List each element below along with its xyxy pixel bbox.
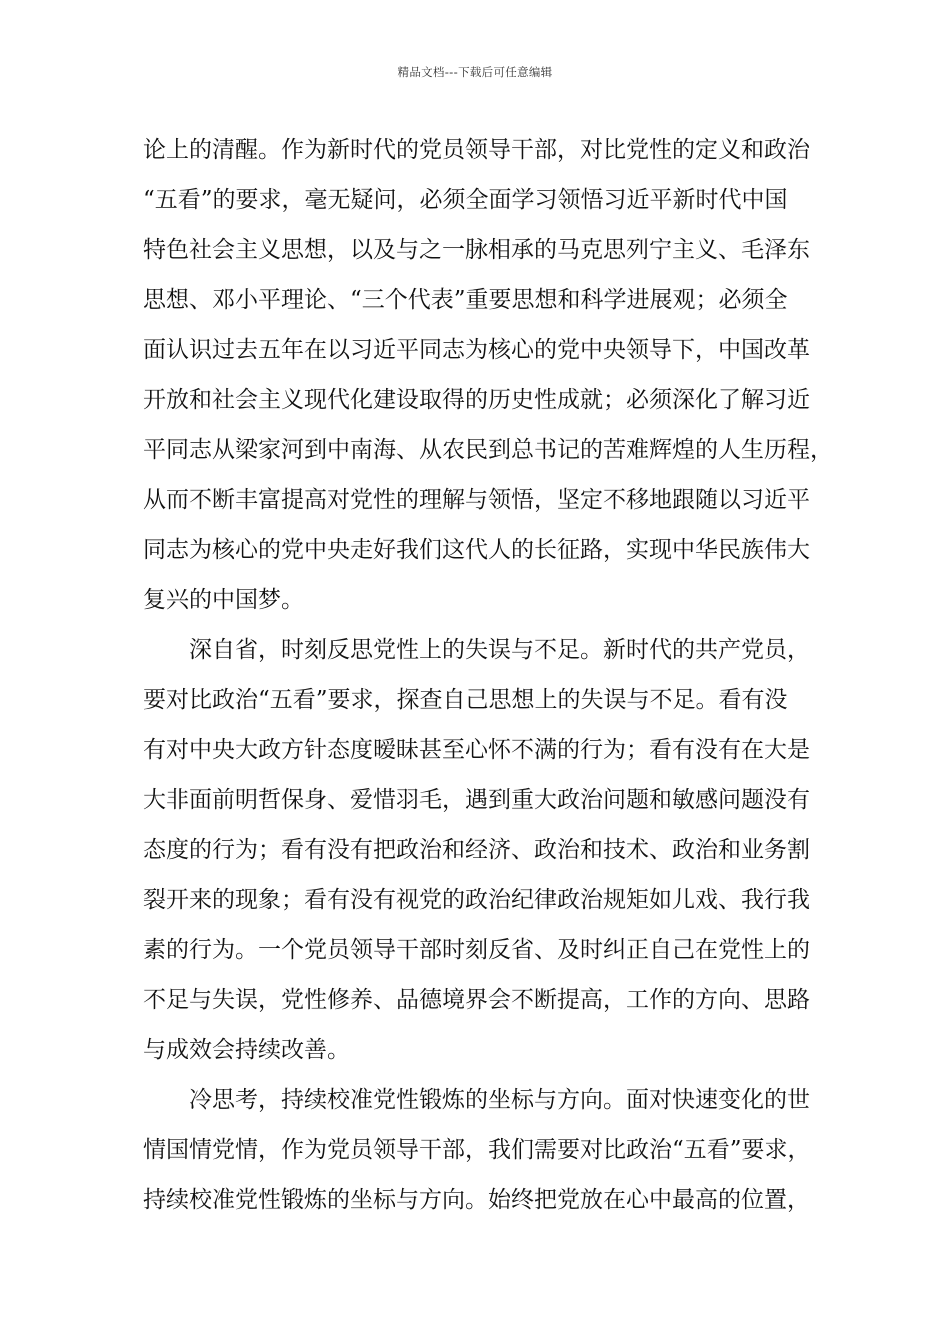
text-line: 论上的清醒。作为新时代的党员领导干部，对比党性的定义和政治 (143, 137, 810, 163)
text-line: 素的行为。一个党员领导干部时刻反省、及时纠正自己在党性上的 (143, 937, 810, 963)
text-line: 从而不断丰富提高对党性的理解与领悟，坚定不移地跟随以习近平 (143, 487, 810, 513)
page-header: 精品文档---下载后可任意编辑 (397, 65, 553, 79)
text-line: “五看”的要求，毫无疑问，必须全面学习领悟习近平新时代中国 (143, 187, 788, 213)
text-line: 裂开来的现象；看有没有视党的政治纪律政治规矩如儿戏、我行我 (143, 887, 810, 913)
text-line: 与成效会持续改善。 (143, 1037, 350, 1063)
text-line: 复兴的中国梦。 (143, 587, 304, 613)
text-line: 平同志从梁家河到中南海、从农民到总书记的苦难辉煌的人生历程， (143, 437, 833, 463)
text-line: 情国情党情，作为党员领导干部，我们需要对比政治“五看”要求， (143, 1137, 811, 1163)
text-line: 开放和社会主义现代化建设取得的历史性成就；必须深化了解习近 (143, 387, 810, 413)
paragraph-first-line: 深自省，时刻反思党性上的失误与不足。新时代的共产党员， (189, 637, 810, 663)
text-line: 同志为核心的党中央走好我们这代人的长征路，实现中华民族伟大 (143, 537, 810, 563)
text-line: 面认识过去五年在以习近平同志为核心的党中央领导下，中国改革 (143, 337, 810, 363)
paragraph-first-line: 冷思考，持续校准党性锻炼的坐标与方向。面对快速变化的世 (189, 1087, 810, 1113)
text-line: 大非面前明哲保身、爱惜羽毛，遇到重大政治问题和敏感问题没有 (143, 787, 810, 813)
text-line: 态度的行为；看有没有把政治和经济、政治和技术、政治和业务割 (143, 837, 810, 863)
text-line: 思想、邓小平理论、“三个代表”重要思想和科学进展观；必须全 (143, 287, 788, 313)
text-line: 持续校准党性锻炼的坐标与方向。始终把党放在心中最高的位置， (143, 1187, 810, 1213)
text-line: 要对比政治“五看”要求，探查自己思想上的失误与不足。看有没 (143, 687, 788, 713)
text-line: 特色社会主义思想，以及与之一脉相承的马克思列宁主义、毛泽东 (143, 237, 810, 263)
text-line: 有对中央大政方针态度暧昧甚至心怀不满的行为；看有没有在大是 (143, 737, 810, 763)
text-line: 不足与失误，党性修养、品德境界会不断提高，工作的方向、思路 (143, 987, 810, 1013)
